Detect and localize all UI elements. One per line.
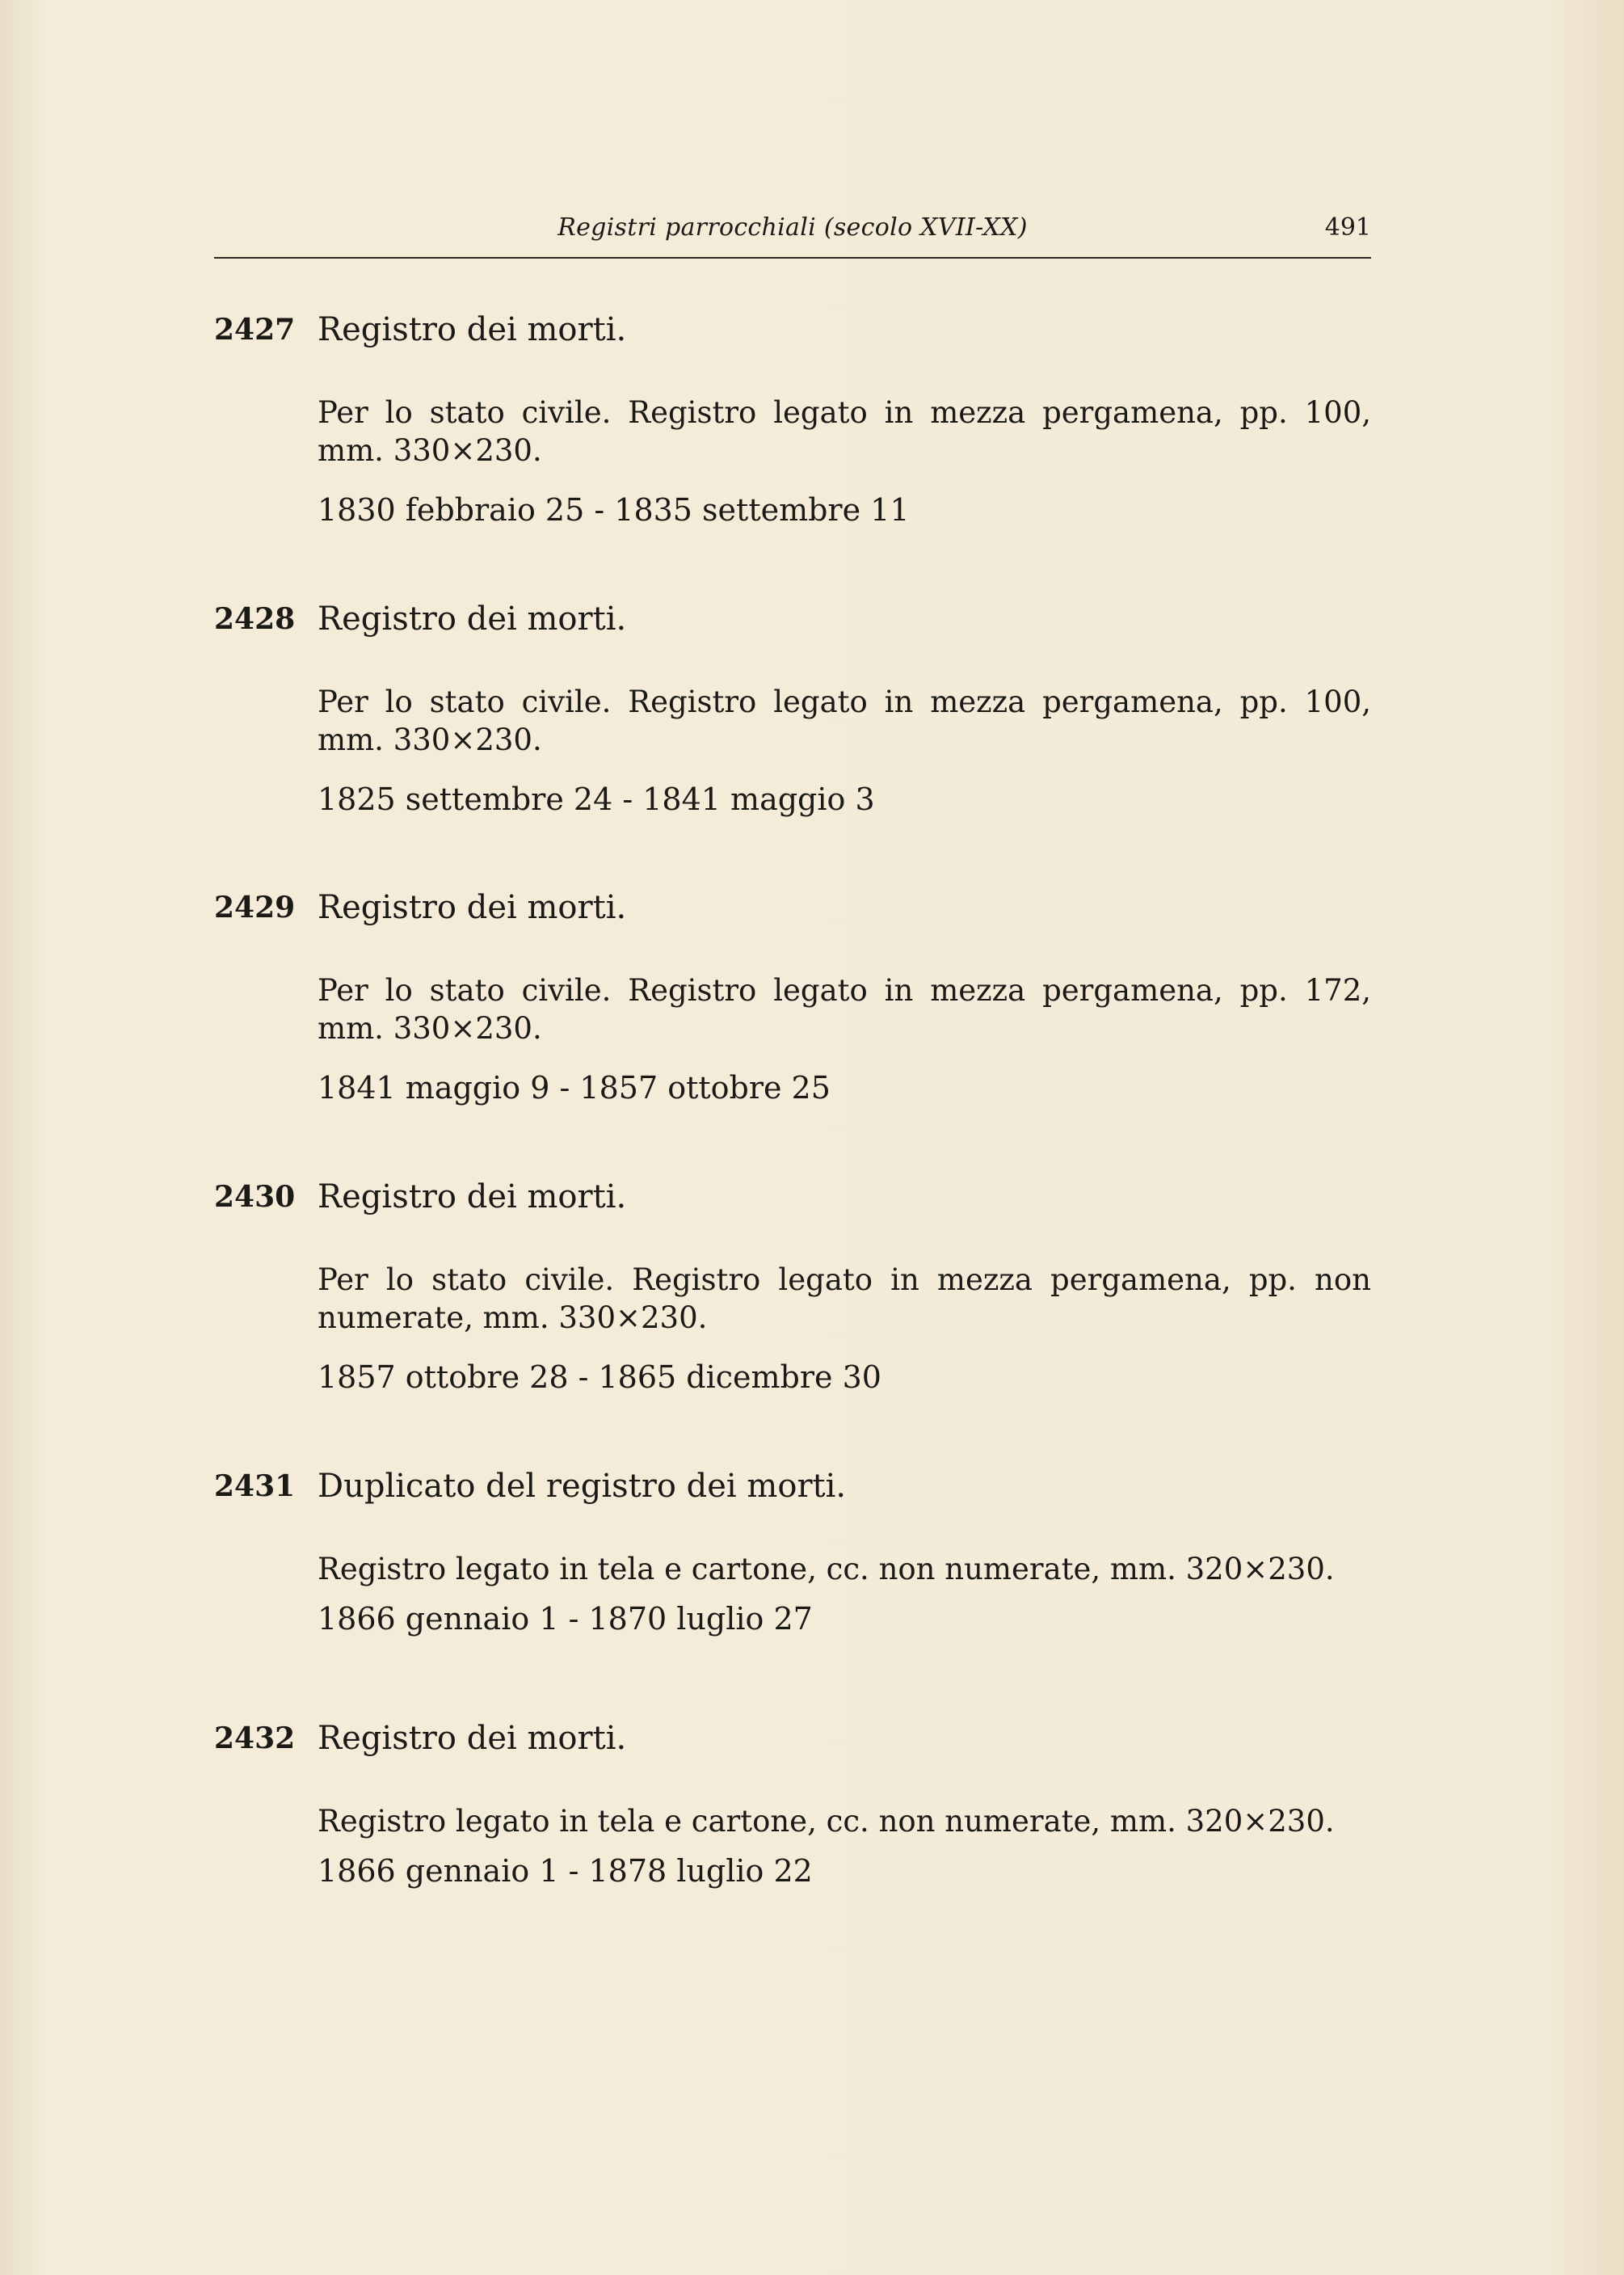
entry-dates: 1866 gennaio 1 - 1878 luglio 22 xyxy=(318,1853,813,1889)
entry-description: Registro legato in tela e cartone, cc. non numerate, mm. 320×230. xyxy=(318,1552,1335,1586)
entry-title: Registro dei morti. xyxy=(318,600,627,638)
entry-description: Per lo stato civile. Registro legato in mezza pergamena, pp. 100, mm. 330×230. xyxy=(318,395,1371,468)
entry-number: 2431 xyxy=(214,1469,296,1503)
entry-title: Registro dei morti. xyxy=(318,311,627,348)
entry-title: Registro dei morti. xyxy=(318,889,627,926)
entry-description: Registro legato in tela e cartone, cc. non numerate, mm. 320×230. xyxy=(318,1804,1335,1839)
entry-dates: 1866 gennaio 1 - 1870 luglio 27 xyxy=(318,1601,813,1637)
running-title: Registri parrocchiali (secolo XVII-XX) xyxy=(557,213,1028,242)
entry-dates: 1857 ottobre 28 - 1865 dicembre 30 xyxy=(318,1359,881,1395)
entry-dates: 1841 maggio 9 - 1857 ottobre 25 xyxy=(318,1070,831,1106)
entry-title: Registro dei morti. xyxy=(318,1720,627,1757)
entry-description: Per lo stato civile. Registro legato in mezza pergamena, pp. 100, mm. 330×230. xyxy=(318,685,1371,757)
entry-number: 2429 xyxy=(214,891,296,925)
entry-number: 2428 xyxy=(214,602,296,636)
entry-number: 2430 xyxy=(214,1180,296,1214)
running-head xyxy=(214,212,1371,259)
entry-description: Per lo stato civile. Registro legato in mezza pergamena, pp. non numerate, mm. 330×230. xyxy=(318,1262,1371,1335)
entry-number: 2427 xyxy=(214,313,296,347)
entry-dates: 1830 febbraio 25 - 1835 settembre 11 xyxy=(318,492,910,528)
entry-description: Per lo stato civile. Registro legato in mezza pergamena, pp. 172, mm. 330×230. xyxy=(318,973,1371,1046)
entry-number: 2432 xyxy=(214,1721,296,1755)
entry-dates: 1825 settembre 24 - 1841 maggio 3 xyxy=(318,782,875,817)
entry-title: Duplicato del registro dei morti. xyxy=(318,1468,847,1505)
entry-title: Registro dei morti. xyxy=(318,1178,627,1215)
page-number: 491 xyxy=(1324,213,1371,242)
